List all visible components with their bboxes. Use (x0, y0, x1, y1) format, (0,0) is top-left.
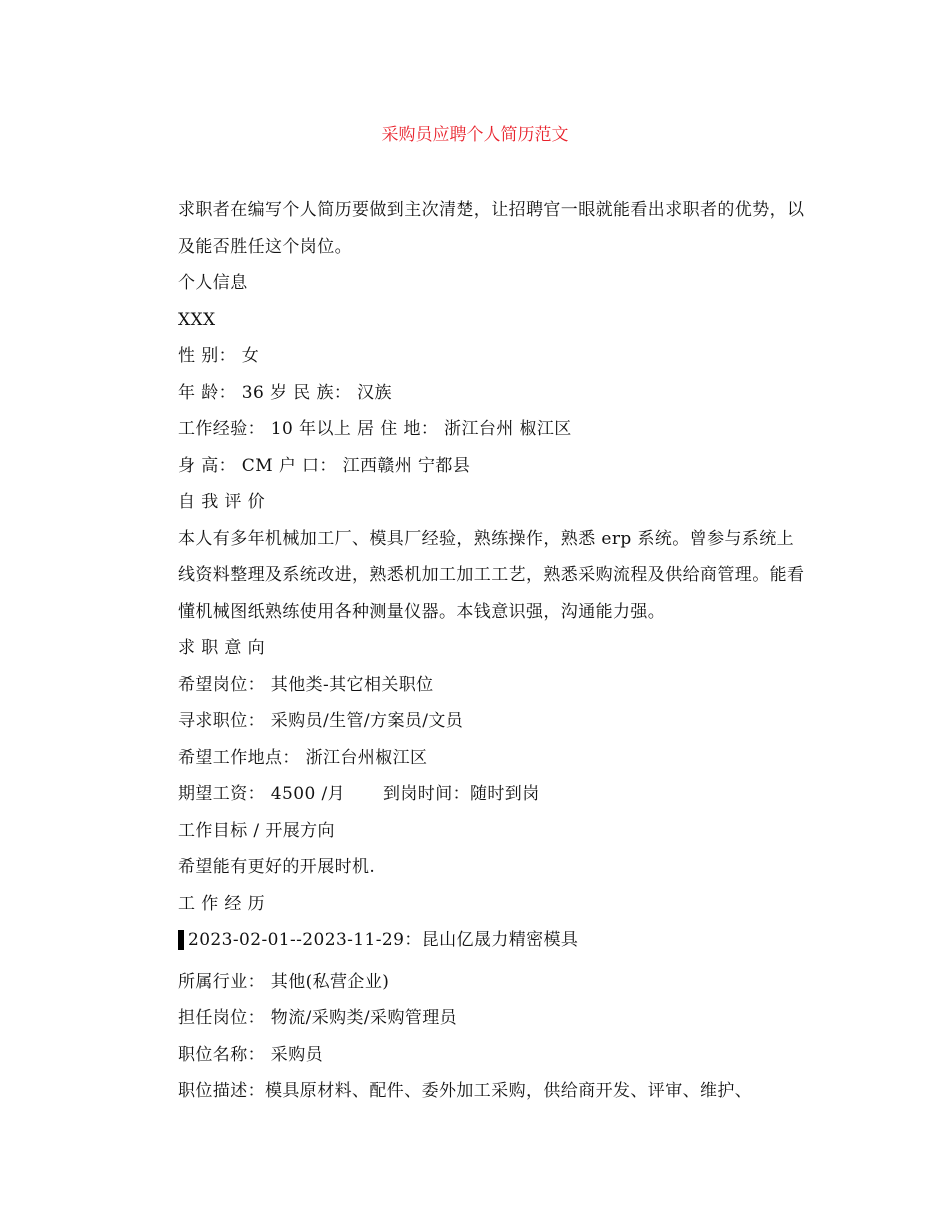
job-period-text: 2023-02-01--2023-11-29：昆山亿晟力精密模具 (188, 930, 579, 950)
job-period-line (142, 922, 810, 964)
work-history-heading: 工 作 经 历 (178, 893, 266, 914)
self-evaluation-heading: 自 我 评 价 (178, 492, 266, 512)
work-goal-heading: 工作目标 / 开展方向 (178, 820, 335, 841)
industry-line: 所属行业： 其他(私营企业) (178, 971, 390, 992)
job-title-line: 职位名称： 采购员 (178, 1044, 324, 1065)
desired-location-line: 希望工作地点： 浙江台州椒江区 (178, 747, 428, 768)
work-goal-text: 希望能有更好的开展时机. (178, 857, 376, 877)
intro-paragraph: 求职者在编写个人简历要做到主次清楚，让招聘官一眼就能看出求职者的优势，以及能否胜任这个岗位。 (178, 200, 805, 257)
salary-text: 期望工资： 4500 /月 (178, 784, 345, 804)
height-hukou-line: 身 高： CM 户 口： 江西赣州 宁都县 (178, 455, 471, 476)
job-description-line: 职位描述：模具原材料、配件、委外加工采购，供给商开发、评审、维护、 (178, 1081, 753, 1102)
document-title: 采购员应聘个人简历范文 (381, 125, 569, 145)
name-line: XXX (178, 309, 216, 330)
self-evaluation-paragraph: 本人有多年机械加工厂、模具厂经验，熟练操作，熟悉 erp 系统。曾参与系统上线资料整理及系统改进，熟悉机加工加工工艺，熟悉采购流程及供给商管理。能看懂机械图纸熟练使用各种测量仪器。本钱意识强，沟通能力强。 (178, 528, 805, 622)
sought-position-line: 寻求职位： 采购员/生管/方案员/文员 (178, 711, 464, 731)
job-intention-heading: 求 职 意 向 (178, 638, 266, 658)
personal-info-heading: 个人信息 (178, 273, 248, 293)
arrival-text: 到岗时间：随时到岗 (383, 784, 540, 804)
document-body (142, 192, 810, 1110)
desired-position-line: 希望岗位： 其他类-其它相关职位 (178, 674, 434, 695)
gender-line: 性 别： 女 (178, 346, 260, 366)
role-line: 担任岗位： 物流/采购类/采购管理员 (178, 1008, 458, 1029)
salary-arrival-line (142, 776, 810, 813)
experience-residence-line: 工作经验： 10 年以上 居 住 地： 浙江台州 椒江区 (178, 419, 572, 439)
bullet-bar-icon (178, 930, 184, 950)
age-ethnicity-line: 年 龄： 36 岁 民 族： 汉族 (178, 382, 392, 403)
